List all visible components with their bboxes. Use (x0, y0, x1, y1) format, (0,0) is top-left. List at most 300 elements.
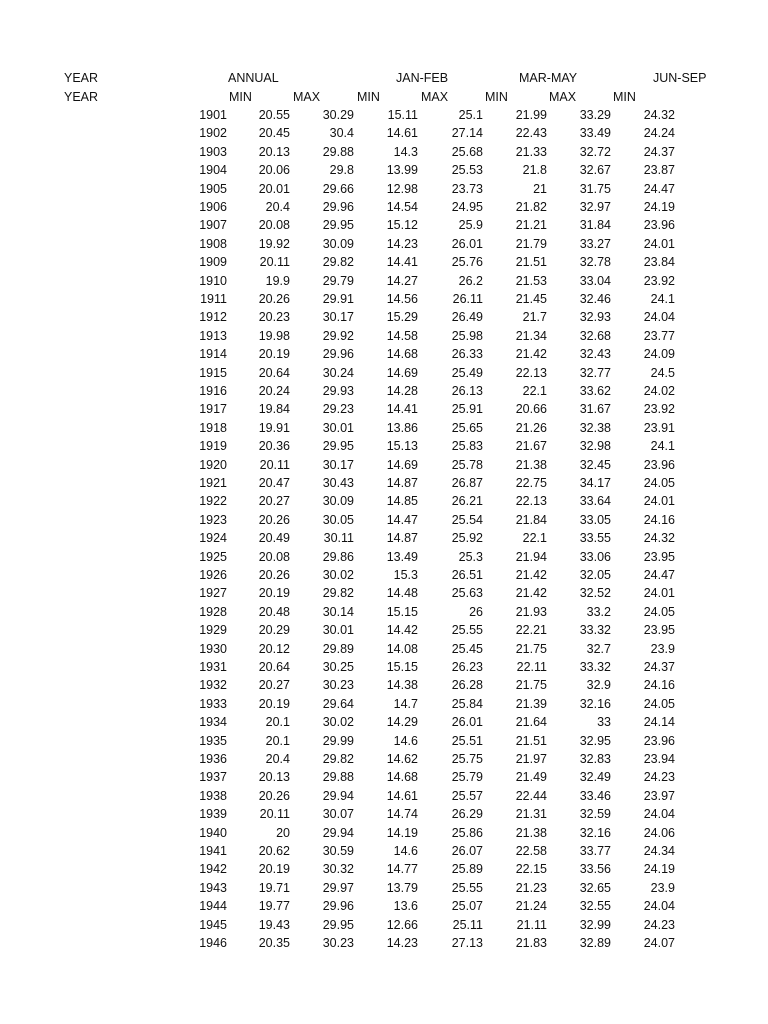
cell-year: 1924 (199, 531, 227, 546)
cell-jan-feb-min: 15.12 (386, 218, 418, 233)
cell-annual-max: 30.14 (322, 604, 354, 619)
header-jan-feb: JAN-FEB (396, 71, 449, 85)
cell-annual-max: 30.23 (322, 936, 354, 950)
cell-jan-feb-min: 12.66 (386, 917, 418, 932)
cell-annual-max: 29.94 (322, 825, 354, 840)
cell-annual-min: 19.71 (258, 880, 290, 895)
cell-jan-feb-min: 15.15 (386, 660, 418, 674)
cell-mar-may-min: 22.15 (515, 862, 547, 877)
cell-annual-min: 20.13 (258, 144, 290, 159)
cell-jun-sep-min: 23.95 (643, 623, 675, 638)
cell-mar-may-min: 21.97 (515, 752, 547, 766)
cell-jun-sep-min: 24.02 (643, 384, 675, 398)
cell-jun-sep-min: 24.05 (643, 476, 675, 490)
cell-year: 1925 (199, 549, 227, 564)
cell-jan-feb-min: 14.56 (386, 292, 418, 306)
cell-jun-sep-min: 23.87 (643, 163, 675, 178)
cell-annual-min: 20.06 (258, 163, 290, 178)
header-jun-sep: JUN-SEP (653, 71, 707, 85)
cell-annual-min: 20.29 (258, 623, 290, 638)
cell-jan-feb-max: 26.2 (458, 273, 483, 288)
cell-annual-min: 20.08 (258, 218, 290, 233)
cell-annual-max: 30.11 (323, 531, 354, 546)
cell-jan-feb-min: 13.6 (393, 899, 418, 914)
cell-mar-may-min: 21.99 (515, 108, 547, 122)
cell-jan-feb-max: 25.68 (451, 144, 483, 159)
cell-annual-max: 29.86 (322, 549, 354, 564)
cell-annual-min: 20.64 (258, 660, 290, 674)
cell-annual-max: 29.96 (322, 200, 354, 214)
cell-annual-min: 20.4 (265, 200, 290, 214)
cell-jan-feb-min: 14.77 (386, 862, 418, 877)
cell-annual-max: 29.66 (322, 181, 354, 196)
cell-year: 1906 (199, 200, 227, 214)
cell-year: 1931 (199, 660, 227, 674)
cell-jan-feb-min: 14.38 (386, 678, 418, 693)
cell-jun-sep-min: 23.84 (643, 255, 675, 270)
cell-mar-may-min: 21.26 (515, 420, 547, 435)
cell-jan-feb-max: 25.3 (458, 549, 483, 564)
cell-mar-may-max: 32.72 (579, 144, 611, 159)
cell-annual-max: 29.95 (322, 218, 354, 233)
cell-mar-may-max: 31.67 (579, 402, 611, 417)
header-year-label: YEAR (64, 71, 99, 85)
cell-mar-may-max: 33.64 (579, 494, 611, 509)
cell-jan-feb-max: 25.53 (451, 163, 483, 178)
cell-mar-may-max: 32.78 (579, 255, 611, 270)
cell-year: 1937 (199, 770, 227, 785)
cell-jun-sep-min: 24.04 (643, 310, 675, 325)
cell-mar-may-max: 31.84 (579, 218, 611, 233)
cell-annual-min: 19.9 (265, 273, 290, 288)
cell-jan-feb-max: 25.84 (451, 696, 483, 711)
cell-jun-sep-min: 24.05 (643, 696, 675, 711)
cell-year: 1901 (199, 108, 227, 122)
cell-jan-feb-max: 26.28 (451, 678, 483, 693)
cell-jan-feb-min: 14.62 (386, 752, 418, 766)
cell-mar-may-min: 21.42 (515, 568, 547, 582)
cell-jun-sep-min: 23.96 (643, 457, 675, 472)
cell-annual-min: 20.45 (258, 126, 290, 141)
cell-mar-may-min: 21.21 (515, 218, 547, 233)
cell-jan-feb-min: 14.23 (386, 936, 418, 950)
cell-jan-feb-min: 15.29 (386, 310, 418, 325)
cell-jan-feb-max: 24.95 (451, 200, 483, 214)
cell-jan-feb-max: 26.87 (451, 476, 483, 490)
cell-annual-max: 29.96 (322, 347, 354, 362)
cell-mar-may-max: 32.93 (579, 310, 611, 325)
cell-mar-may-min: 21.45 (515, 292, 547, 306)
cell-jan-feb-max: 26.51 (451, 568, 483, 582)
cell-jun-sep-min: 24.04 (643, 807, 675, 822)
cell-annual-max: 30.4 (329, 126, 354, 141)
cell-annual-max: 30.01 (322, 420, 354, 435)
cell-jan-feb-max: 26.01 (451, 715, 483, 730)
cell-annual-min: 19.84 (258, 402, 290, 417)
cell-jan-feb-min: 14.69 (386, 457, 418, 472)
cell-mar-may-min: 20.66 (515, 402, 547, 417)
cell-jan-feb-max: 23.73 (451, 181, 483, 196)
cell-annual-max: 30.02 (322, 715, 354, 730)
cell-annual-max: 29.91 (322, 292, 354, 306)
cell-jun-sep-min: 24.19 (643, 862, 675, 877)
cell-annual-max: 29.92 (322, 328, 354, 343)
cell-jan-feb-max: 25.57 (451, 788, 483, 803)
cell-jan-feb-max: 25.89 (451, 862, 483, 877)
cell-mar-may-max: 32.65 (579, 880, 611, 895)
cell-year: 1930 (199, 641, 227, 656)
cell-jan-feb-max: 26.49 (451, 310, 483, 325)
cell-jan-feb-min: 14.69 (386, 365, 418, 380)
cell-annual-max: 29.93 (322, 384, 354, 398)
cell-year: 1946 (199, 936, 227, 950)
cell-annual-max: 29.79 (322, 273, 354, 288)
cell-jun-sep-min: 24.16 (643, 512, 675, 527)
cell-annual-min: 20.49 (258, 531, 290, 546)
cell-jun-sep-min: 23.92 (643, 402, 675, 417)
cell-jan-feb-min: 14.41 (386, 402, 418, 417)
cell-jun-sep-min: 24.24 (643, 126, 675, 141)
cell-jun-sep-min: 24.47 (643, 181, 675, 196)
cell-jun-sep-min: 24.01 (643, 586, 675, 601)
cell-mar-may-max: 32.9 (586, 678, 611, 693)
cell-mar-may-min: 21.75 (515, 678, 547, 693)
cell-annual-max: 30.17 (322, 310, 354, 325)
cell-annual-max: 30.09 (322, 494, 354, 509)
cell-mar-may-max: 33.49 (579, 126, 611, 141)
cell-mar-may-min: 21.39 (515, 696, 547, 711)
cell-mar-may-max: 32.7 (586, 641, 611, 656)
cell-year: 1914 (199, 347, 227, 362)
cell-annual-min: 20.11 (259, 807, 290, 822)
cell-mar-may-min: 21.38 (515, 825, 547, 840)
cell-mar-may-min: 22.1 (522, 531, 547, 546)
cell-jan-feb-min: 14.42 (386, 623, 418, 638)
cell-year: 1936 (199, 752, 227, 766)
cell-annual-max: 30.29 (322, 108, 354, 122)
cell-mar-may-min: 21.51 (515, 733, 547, 748)
cell-year: 1902 (199, 126, 227, 141)
cell-mar-may-max: 32.77 (579, 365, 611, 380)
cell-jan-feb-min: 14.41 (386, 255, 418, 270)
cell-jan-feb-min: 15.11 (387, 108, 418, 122)
cell-jun-sep-min: 23.96 (643, 218, 675, 233)
cell-jun-sep-min: 23.92 (643, 273, 675, 288)
cell-jan-feb-min: 14.47 (386, 512, 418, 527)
cell-jun-sep-min: 24.01 (643, 236, 675, 251)
cell-jan-feb-max: 26.01 (451, 236, 483, 251)
cell-annual-min: 20.08 (258, 549, 290, 564)
cell-mar-may-min: 21.83 (515, 936, 547, 950)
cell-jan-feb-min: 14.54 (386, 200, 418, 214)
cell-annual-max: 29.95 (322, 439, 354, 454)
cell-jan-feb-max: 25.07 (451, 899, 483, 914)
header-annual: ANNUAL (228, 71, 279, 85)
cell-jan-feb-min: 13.86 (386, 420, 418, 435)
cell-jun-sep-min: 23.94 (643, 752, 675, 766)
subheader-annual-max: MAX (293, 90, 321, 104)
cell-jan-feb-max: 26.07 (451, 844, 483, 858)
cell-jan-feb-min: 14.61 (386, 126, 418, 141)
cell-jun-sep-min: 24.37 (643, 660, 675, 674)
cell-annual-min: 20.27 (258, 678, 290, 693)
subheader-jf-min: MIN (357, 90, 380, 104)
cell-mar-may-max: 33.04 (579, 273, 611, 288)
cell-mar-may-max: 32.46 (579, 292, 611, 306)
cell-mar-may-min: 22.58 (515, 844, 547, 858)
cell-annual-max: 29.94 (322, 788, 354, 803)
cell-annual-min: 19.92 (258, 236, 290, 251)
cell-jan-feb-min: 14.29 (386, 715, 418, 730)
cell-year: 1916 (199, 384, 227, 398)
cell-jan-feb-max: 26 (469, 604, 483, 619)
cell-jun-sep-min: 24.5 (650, 365, 675, 380)
cell-jan-feb-min: 14.23 (386, 236, 418, 251)
cell-annual-max: 29.64 (322, 696, 354, 711)
subheader-jf-max: MAX (421, 90, 449, 104)
cell-jun-sep-min: 24.23 (643, 917, 675, 932)
cell-jan-feb-min: 15.13 (386, 439, 418, 454)
cell-annual-max: 29.95 (322, 917, 354, 932)
cell-mar-may-max: 32.89 (579, 936, 611, 950)
cell-mar-may-max: 32.67 (579, 163, 611, 178)
cell-jan-feb-max: 27.14 (451, 126, 483, 141)
cell-year: 1928 (199, 604, 227, 619)
cell-jan-feb-max: 25.78 (451, 457, 483, 472)
cell-jan-feb-max: 25.49 (451, 365, 483, 380)
cell-annual-min: 20.11 (259, 255, 290, 270)
cell-year: 1921 (199, 476, 227, 490)
cell-jan-feb-max: 25.45 (451, 641, 483, 656)
cell-year: 1918 (199, 420, 227, 435)
cell-mar-may-min: 21.67 (515, 439, 547, 454)
cell-jan-feb-max: 25.65 (451, 420, 483, 435)
cell-mar-may-max: 32.45 (579, 457, 611, 472)
cell-jan-feb-max: 25.86 (451, 825, 483, 840)
cell-jan-feb-min: 13.99 (386, 163, 418, 178)
cell-jun-sep-min: 24.09 (643, 347, 675, 362)
cell-jun-sep-min: 23.77 (643, 328, 675, 343)
cell-year: 1922 (199, 494, 227, 509)
subheader-js-min: MIN (613, 90, 636, 104)
cell-annual-max: 29.82 (322, 752, 354, 766)
cell-jun-sep-min: 24.07 (643, 936, 675, 950)
cell-jan-feb-min: 14.3 (393, 144, 418, 159)
cell-jun-sep-min: 24.37 (643, 144, 675, 159)
cell-annual-max: 29.82 (322, 586, 354, 601)
cell-jan-feb-max: 26.29 (451, 807, 483, 822)
cell-jan-feb-min: 12.98 (386, 181, 418, 196)
cell-year: 1917 (199, 402, 227, 417)
cell-mar-may-max: 33.46 (579, 788, 611, 803)
cell-year: 1944 (199, 899, 227, 914)
cell-mar-may-max: 32.16 (579, 825, 611, 840)
cell-year: 1920 (199, 457, 227, 472)
cell-annual-min: 20.01 (258, 181, 290, 196)
cell-mar-may-min: 21.38 (515, 457, 547, 472)
cell-mar-may-max: 33 (597, 715, 611, 730)
cell-year: 1929 (199, 623, 227, 638)
cell-mar-may-min: 22.44 (515, 788, 547, 803)
cell-mar-may-max: 32.52 (579, 586, 611, 601)
cell-mar-may-max: 32.95 (579, 733, 611, 748)
cell-mar-may-max: 32.43 (579, 347, 611, 362)
subheader-year-label: YEAR (64, 90, 99, 104)
cell-jun-sep-min: 24.32 (643, 531, 675, 546)
cell-annual-max: 29.82 (322, 255, 354, 270)
cell-jun-sep-min: 23.96 (643, 733, 675, 748)
cell-annual-max: 30.43 (322, 476, 354, 490)
cell-annual-max: 30.24 (322, 365, 354, 380)
cell-annual-min: 20.27 (258, 494, 290, 509)
cell-mar-may-max: 33.77 (579, 844, 611, 858)
cell-year: 1909 (199, 255, 227, 270)
cell-year: 1939 (199, 807, 227, 822)
cell-annual-max: 30.05 (322, 512, 354, 527)
cell-annual-max: 30.01 (322, 623, 354, 638)
cell-year: 1932 (199, 678, 227, 693)
cell-year: 1938 (199, 788, 227, 803)
cell-jun-sep-min: 23.9 (650, 641, 675, 656)
cell-year: 1910 (199, 273, 227, 288)
cell-mar-may-min: 21.64 (515, 715, 547, 730)
cell-mar-may-max: 31.75 (579, 181, 611, 196)
cell-mar-may-min: 22.13 (515, 365, 547, 380)
cell-mar-may-min: 21.24 (515, 899, 547, 914)
cell-mar-may-min: 22.1 (522, 384, 547, 398)
cell-mar-may-max: 32.68 (579, 328, 611, 343)
cell-jan-feb-max: 25.76 (451, 255, 483, 270)
cell-annual-max: 30.59 (322, 844, 354, 858)
subheader-annual-min: MIN (229, 90, 252, 104)
cell-annual-min: 20.1 (265, 715, 290, 730)
cell-jun-sep-min: 24.16 (643, 678, 675, 693)
cell-mar-may-min: 21.51 (515, 255, 547, 270)
subheader-mm-max: MAX (549, 90, 577, 104)
cell-mar-may-max: 32.05 (579, 568, 611, 582)
cell-jan-feb-max: 25.75 (451, 752, 483, 766)
cell-annual-min: 20.55 (258, 108, 290, 122)
cell-annual-max: 30.09 (322, 236, 354, 251)
cell-jan-feb-min: 14.28 (386, 384, 418, 398)
cell-mar-may-max: 33.06 (579, 549, 611, 564)
cell-mar-may-min: 21.53 (515, 273, 547, 288)
cell-annual-min: 19.98 (258, 328, 290, 343)
cell-annual-min: 19.77 (258, 899, 290, 914)
cell-year: 1923 (199, 512, 227, 527)
cell-annual-min: 20.12 (258, 641, 290, 656)
cell-mar-may-min: 21.94 (515, 549, 547, 564)
cell-jun-sep-min: 23.9 (650, 880, 675, 895)
cell-jan-feb-max: 25.1 (458, 108, 483, 122)
cell-mar-may-min: 21.31 (515, 807, 547, 822)
cell-jan-feb-min: 14.6 (393, 844, 418, 858)
cell-jan-feb-min: 14.61 (386, 788, 418, 803)
cell-jan-feb-max: 25.79 (451, 770, 483, 785)
cell-annual-min: 20.23 (258, 310, 290, 325)
cell-annual-min: 20.19 (258, 696, 290, 711)
cell-annual-min: 20.48 (258, 604, 290, 619)
cell-year: 1933 (199, 696, 227, 711)
cell-jan-feb-min: 13.79 (386, 880, 418, 895)
cell-jan-feb-min: 14.85 (386, 494, 418, 509)
cell-jun-sep-min: 24.1 (650, 439, 675, 454)
cell-mar-may-min: 21.49 (515, 770, 547, 785)
cell-jan-feb-max: 25.11 (452, 917, 483, 932)
cell-mar-may-max: 33.2 (586, 604, 611, 619)
cell-jan-feb-max: 26.23 (451, 660, 483, 674)
cell-jan-feb-min: 15.3 (393, 568, 418, 582)
cell-jan-feb-min: 14.27 (386, 273, 418, 288)
cell-annual-max: 29.88 (322, 770, 354, 785)
cell-mar-may-max: 32.99 (579, 917, 611, 932)
cell-mar-may-min: 21.79 (515, 236, 547, 251)
cell-mar-may-max: 33.05 (579, 512, 611, 527)
cell-year: 1912 (199, 310, 227, 325)
cell-year: 1911 (200, 292, 227, 306)
cell-mar-may-max: 32.49 (579, 770, 611, 785)
cell-annual-min: 20.4 (265, 752, 290, 766)
cell-mar-may-min: 21.42 (515, 586, 547, 601)
cell-jun-sep-min: 24.47 (643, 568, 675, 582)
cell-mar-may-max: 32.97 (579, 200, 611, 214)
header-mar-may: MAR-MAY (519, 71, 578, 85)
cell-mar-may-max: 32.55 (579, 899, 611, 914)
cell-jan-feb-min: 13.49 (386, 549, 418, 564)
cell-mar-may-min: 22.11 (516, 660, 547, 674)
cell-mar-may-min: 21 (533, 181, 547, 196)
cell-mar-may-max: 33.55 (579, 531, 611, 546)
cell-mar-may-max: 33.29 (579, 108, 611, 122)
cell-year: 1942 (199, 862, 227, 877)
cell-jan-feb-min: 14.7 (393, 696, 418, 711)
cell-year: 1903 (199, 144, 227, 159)
cell-annual-max: 30.25 (322, 660, 354, 674)
cell-annual-min: 20.47 (258, 476, 290, 490)
cell-jan-feb-min: 14.6 (393, 733, 418, 748)
cell-year: 1941 (199, 844, 227, 858)
cell-annual-min: 19.43 (258, 917, 290, 932)
cell-annual-max: 29.8 (329, 163, 354, 178)
cell-year: 1904 (199, 163, 227, 178)
cell-annual-min: 20.26 (258, 568, 290, 582)
cell-annual-min: 20.62 (258, 844, 290, 858)
cell-jan-feb-min: 14.68 (386, 770, 418, 785)
cell-jun-sep-min: 23.91 (643, 420, 675, 435)
cell-mar-may-min: 21.82 (515, 200, 547, 214)
cell-mar-may-min: 22.21 (515, 623, 547, 638)
cell-annual-max: 30.17 (322, 457, 354, 472)
cell-jan-feb-min: 14.58 (386, 328, 418, 343)
cell-mar-may-min: 21.34 (515, 328, 547, 343)
cell-jun-sep-min: 24.34 (643, 844, 675, 858)
cell-annual-min: 20.24 (258, 384, 290, 398)
cell-mar-may-min: 21.93 (515, 604, 547, 619)
subheader-mm-min: MIN (485, 90, 508, 104)
cell-annual-min: 20.64 (258, 365, 290, 380)
cell-annual-min: 20.19 (258, 586, 290, 601)
cell-jan-feb-min: 14.87 (386, 476, 418, 490)
cell-jun-sep-min: 24.1 (650, 292, 675, 306)
cell-annual-min: 20.35 (258, 936, 290, 950)
cell-jan-feb-max: 26.21 (451, 494, 483, 509)
cell-jan-feb-max: 27.13 (451, 936, 483, 950)
cell-year: 1943 (199, 880, 227, 895)
cell-jun-sep-min: 24.19 (643, 200, 675, 214)
cell-mar-may-min: 22.75 (515, 476, 547, 490)
cell-jan-feb-max: 25.54 (451, 512, 483, 527)
cell-annual-min: 20.11 (259, 457, 290, 472)
